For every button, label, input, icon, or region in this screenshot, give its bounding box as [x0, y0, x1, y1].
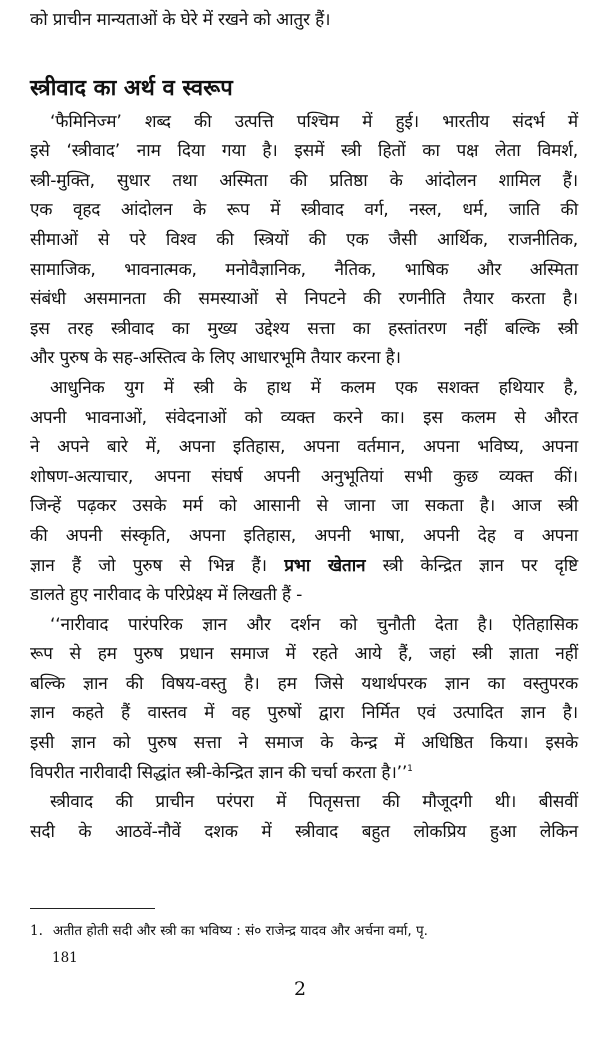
paragraph-line: शोषण-अत्याचार, अपना संघर्ष अपनी अनुभूतियां सभी कुछ व्यक्त कीं। — [30, 466, 578, 487]
paragraph-3 — [30, 788, 578, 847]
paragraph-line: ने अपने बारे में, अपना इतिहास, अपना वर्तमान, अपना भविष्य, अपना — [30, 437, 578, 458]
block-quote — [30, 611, 578, 789]
footnote-line — [30, 918, 578, 945]
footnote — [30, 918, 578, 972]
paragraph-line: स्त्री-मुक्ति, सुधार तथा अस्मिता की प्रतिष्ठा के आंदोलन शामिल हैं। — [30, 170, 578, 191]
paragraph-line: आधुनिक युग में स्त्री के हाथ में कलम एक सशक्त हथियार है, — [50, 377, 578, 398]
quote-line — [30, 759, 578, 789]
paragraph-line: अपनी भावनाओं, संवेदनाओं को व्यक्त करने का। इस कलम से औरत — [30, 407, 578, 428]
paragraph-line: एक वृहद आंदोलन के रूप में स्त्रीवाद वर्ग, नस्ल, धर्म, जाति की — [30, 200, 578, 221]
quote-line: रूप से हम पुरुष प्रधान समाज में रहते आये हैं, जहां स्त्री ज्ञाता नहीं — [30, 644, 578, 665]
paragraph-line-with-author — [30, 552, 578, 582]
paragraph-line: सदी के आठवें-नौवें दशक में स्त्रीवाद बहुत लोकप्रिय हुआ लेकिन — [30, 821, 578, 842]
paragraph-1 — [30, 108, 578, 374]
paragraph-2 — [30, 374, 578, 611]
line-text: विपरीत नारीवादी सिद्धांत स्त्री-केन्द्रित ज्ञान की चर्चा करता है।’’ — [30, 762, 408, 783]
footnote-reference: 1 — [407, 763, 413, 774]
paragraph-line: इस तरह स्त्रीवाद का मुख्य उद्देश्य सत्ता का हस्तांतरण नहीं बल्कि स्त्री — [30, 318, 578, 339]
paragraph-line: की अपनी संस्कृति, अपना इतिहास, अपनी भाषा, अपनी देह व अपना — [30, 525, 578, 546]
paragraph-line: संबंधी असमानता की समस्याओं से निपटने की रणनीति तैयार करता है। — [30, 289, 578, 310]
paragraph-line: डालते हुए नारीवाद के परिप्रेक्ष्य में लिखती हैं - — [30, 585, 303, 606]
footnote-text: अतीत होती सदी और स्त्री का भविष्य : सं० राजेन्द्र यादव और अर्चना वर्मा, पृ. — [52, 923, 428, 939]
line-text: ज्ञान हैं जो पुरुष से भिन्न हैं। — [30, 555, 267, 576]
paragraph-line: ‘फैमिनिज्म’ शब्द की उत्पत्ति पश्चिम में हुई। भारतीय संदर्भ में — [50, 111, 578, 132]
quote-line: बल्कि ज्ञान की विषय-वस्तु है। हम जिसे यथार्थपरक ज्ञान का वस्तुपरक — [30, 673, 578, 694]
author-name: प्रभा खेतान — [284, 555, 366, 576]
paragraph-line: इसे ‘स्त्रीवाद’ नाम दिया गया है। इसमें स्त्री हितों का पक्ष लेता विमर्श, — [30, 141, 578, 162]
quote-line: ‘‘नारीवाद पारंपरिक ज्ञान और दर्शन को चुनौती देता है। ऐतिहासिक — [50, 614, 578, 635]
section-heading: स्त्रीवाद का अर्थ व स्वरूप — [30, 75, 233, 101]
continuation-line: को प्राचीन मान्यताओं के घेरे में रखने को आतुर हैं। — [30, 10, 331, 30]
quote-line: ज्ञान कहते हैं वास्तव में वह पुरुषों द्वारा निर्मित एवं उत्पादित ज्ञान है। — [30, 703, 578, 724]
footnote-page: 181 — [52, 950, 78, 966]
paragraph-line: और पुरुष के सह-अस्तित्व के लिए आधारभूमि तैयार करना है। — [30, 348, 401, 369]
paragraph-line: जिन्हें पढ़कर उसके मर्म को आसानी से जाना जा सकता है। आज स्त्री — [30, 496, 578, 517]
paragraph-line: सामाजिक, भावनात्मक, मनोवैज्ञानिक, नैतिक, भाषिक और अस्मिता — [30, 259, 578, 280]
quote-line: इसी ज्ञान को पुरुष सत्ता ने समाज के केन्द्र में अधिष्ठित किया। इसके — [30, 733, 578, 754]
paragraph-line: सीमाओं से परे विश्व की स्त्रियों की एक जैसी आर्थिक, राजनीतिक, — [30, 229, 578, 250]
line-text: स्त्री केन्द्रित ज्ञान पर दृष्टि — [382, 555, 578, 576]
paragraph-line: स्त्रीवाद की प्राचीन परंपरा में पितृसत्ता की मौजूदगी थी। बीसवीं — [50, 792, 578, 813]
footnote-number: 1. — [30, 923, 43, 939]
footnote-divider — [30, 908, 155, 909]
page-body — [30, 6, 578, 847]
page-number: 2 — [293, 978, 307, 1000]
